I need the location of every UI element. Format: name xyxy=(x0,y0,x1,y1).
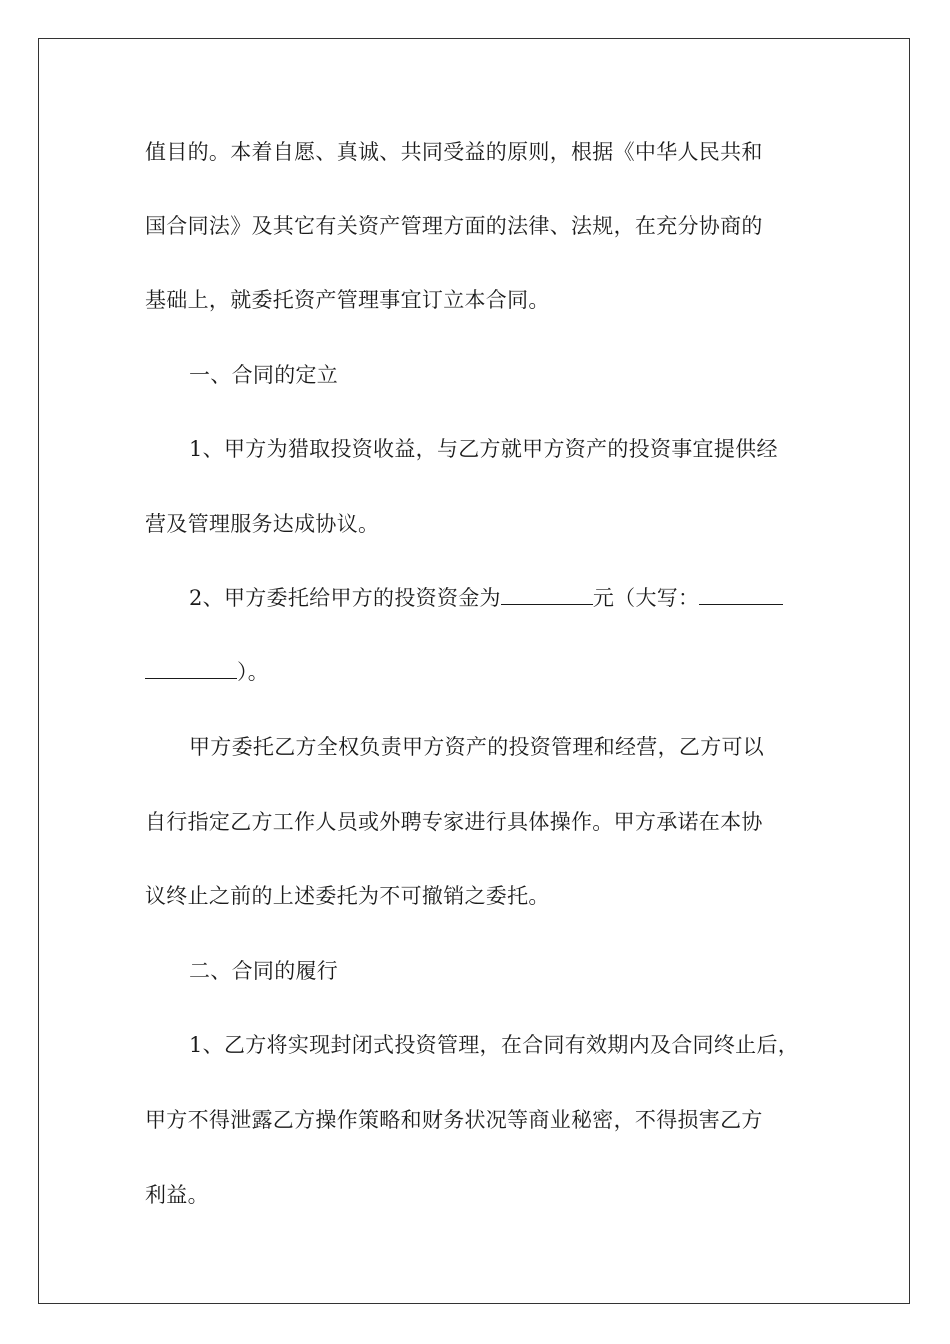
clause-1-2-line-1 xyxy=(189,584,783,612)
clause-1-2-line-2 xyxy=(145,658,269,686)
clause-2-1-line-1: 1、乙方将实现封闭式投资管理，在合同有效期内及合同终止后， xyxy=(189,1033,800,1057)
paragraph-line-3: 基础上，就委托资产管理事宜订立本合同。 xyxy=(145,288,550,312)
section-heading-2: 二、合同的履行 xyxy=(189,959,339,983)
section-heading-1: 一、合同的定立 xyxy=(189,363,339,387)
paragraph-delegation-line-1: 甲方委托乙方全权负责甲方资产的投资管理和经营，乙方可以 xyxy=(189,735,765,759)
uppercase-amount-blank-continued[interactable] xyxy=(145,658,237,679)
clause-1-2-closing: ）。 xyxy=(237,660,270,684)
clause-1-2-uppercase-label: 元（大写： xyxy=(592,586,700,610)
clause-2-1-line-2: 甲方不得泄露乙方操作策略和财务状况等商业秘密，不得损害乙方 xyxy=(145,1108,763,1132)
uppercase-amount-blank[interactable] xyxy=(699,584,783,605)
paragraph-delegation-line-3: 议终止之前的上述委托为不可撤销之委托。 xyxy=(145,884,550,908)
paragraph-line-1: 值目的。本着自愿、真诚、共同受益的原则，根据《中华人民共和 xyxy=(145,140,763,164)
paragraph-delegation-line-2: 自行指定乙方工作人员或外聘专家进行具体操作。甲方承诺在本协 xyxy=(145,810,763,834)
clause-1-1-line-1: 1、甲方为猎取投资收益，与乙方就甲方资产的投资事宜提供经 xyxy=(189,437,778,461)
clause-1-1-line-2: 营及管理服务达成协议。 xyxy=(145,512,380,536)
clause-2-1-line-3: 利益。 xyxy=(145,1183,209,1207)
amount-blank[interactable] xyxy=(501,584,593,605)
paragraph-line-2: 国合同法》及其它有关资产管理方面的法律、法规，在充分协商的 xyxy=(145,214,763,238)
clause-1-2-text: 2、甲方委托给甲方的投资资金为 xyxy=(189,586,501,610)
